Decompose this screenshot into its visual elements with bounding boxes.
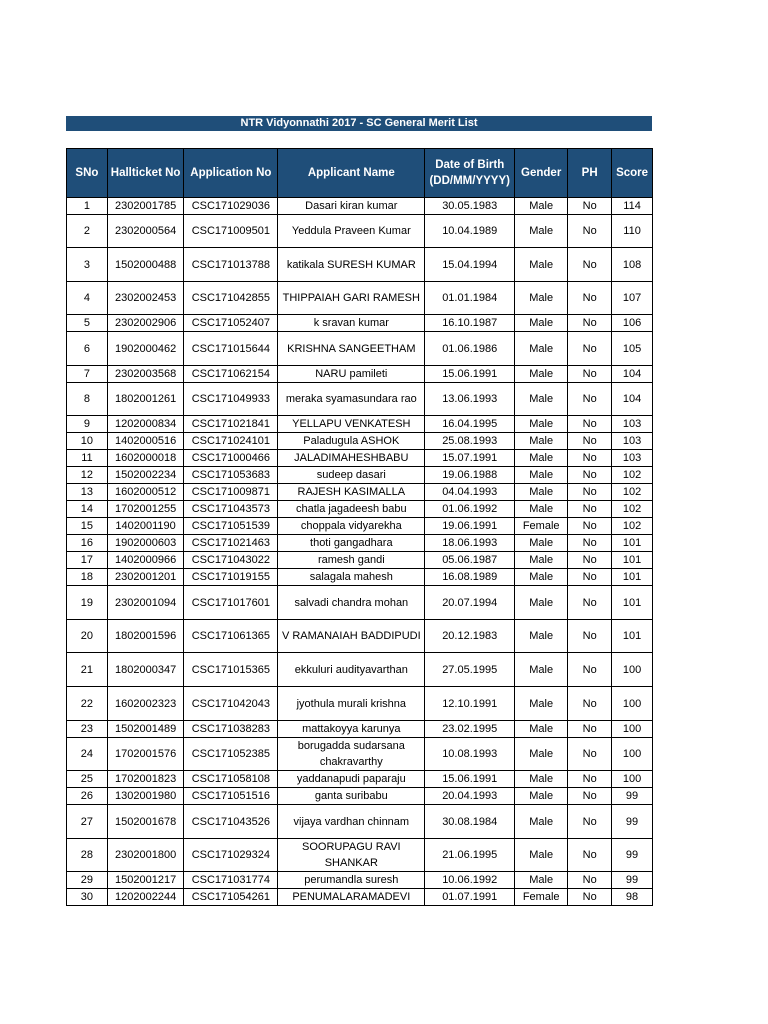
cell-score: 106 (612, 315, 653, 332)
cell-application: CSC171031774 (184, 872, 278, 889)
table-row (67, 282, 653, 315)
table-row (67, 467, 653, 484)
cell-name: vijaya vardhan chinnam (278, 805, 425, 839)
cell-ph: No (568, 484, 612, 501)
cell-ph: No (568, 586, 612, 620)
table-row (67, 198, 653, 215)
table-row (67, 416, 653, 433)
cell-application: CSC171052407 (184, 315, 278, 332)
table-row (67, 788, 653, 805)
cell-gender: Male (515, 653, 568, 687)
cell-gender: Male (515, 383, 568, 416)
cell-name: salagala mahesh (278, 569, 425, 586)
cell-sno: 17 (67, 552, 108, 569)
table-row (67, 805, 653, 839)
cell-hallticket: 1702001576 (107, 738, 184, 771)
cell-hallticket: 2302001800 (107, 839, 184, 872)
cell-sno: 3 (67, 248, 108, 282)
cell-hallticket: 1502001489 (107, 721, 184, 738)
cell-gender: Male (515, 248, 568, 282)
cell-score: 101 (612, 552, 653, 569)
cell-application: CSC171024101 (184, 433, 278, 450)
cell-dob: 20.07.1994 (425, 586, 515, 620)
cell-name: KRISHNA SANGEETHAM (278, 332, 425, 366)
cell-ph: No (568, 889, 612, 906)
cell-score: 101 (612, 535, 653, 552)
merit-list-table (66, 148, 653, 906)
cell-hallticket: 1502000488 (107, 248, 184, 282)
cell-name: yaddanapudi paparaju (278, 771, 425, 788)
cell-sno: 10 (67, 433, 108, 450)
cell-dob: 10.06.1992 (425, 872, 515, 889)
cell-application: CSC171061365 (184, 620, 278, 653)
cell-dob: 15.07.1991 (425, 450, 515, 467)
cell-application: CSC171052385 (184, 738, 278, 771)
cell-score: 104 (612, 366, 653, 383)
cell-name: V RAMANAIAH BADDIPUDI (278, 620, 425, 653)
cell-hallticket: 1402001190 (107, 518, 184, 535)
cell-sno: 19 (67, 586, 108, 620)
cell-name: mattakoyya karunya (278, 721, 425, 738)
header-hallticket: Hallticket No (107, 149, 184, 198)
cell-hallticket: 1902000462 (107, 332, 184, 366)
cell-score: 100 (612, 771, 653, 788)
cell-application: CSC171019155 (184, 569, 278, 586)
cell-hallticket: 1702001823 (107, 771, 184, 788)
cell-ph: No (568, 467, 612, 484)
cell-name: PENUMALARAMADEVI (278, 889, 425, 906)
cell-dob: 19.06.1988 (425, 467, 515, 484)
cell-name: Dasari kiran kumar (278, 198, 425, 215)
cell-gender: Male (515, 687, 568, 721)
cell-ph: No (568, 687, 612, 721)
cell-application: CSC171043526 (184, 805, 278, 839)
header-score: Score (612, 149, 653, 198)
cell-application: CSC171021463 (184, 535, 278, 552)
table-row (67, 332, 653, 366)
cell-application: CSC171058108 (184, 771, 278, 788)
cell-dob: 05.06.1987 (425, 552, 515, 569)
cell-dob: 04.04.1993 (425, 484, 515, 501)
cell-sno: 23 (67, 721, 108, 738)
cell-gender: Male (515, 620, 568, 653)
cell-gender: Male (515, 282, 568, 315)
cell-sno: 29 (67, 872, 108, 889)
cell-ph: No (568, 215, 612, 248)
cell-score: 98 (612, 889, 653, 906)
cell-ph: No (568, 501, 612, 518)
merit-list-title: NTR Vidyonnathi 2017 - SC General Merit List (66, 116, 652, 131)
cell-dob: 20.12.1983 (425, 620, 515, 653)
cell-application: CSC171000466 (184, 450, 278, 467)
cell-hallticket: 1202000834 (107, 416, 184, 433)
cell-name: salvadi chandra mohan (278, 586, 425, 620)
cell-application: CSC171043022 (184, 552, 278, 569)
cell-score: 101 (612, 620, 653, 653)
table-row (67, 383, 653, 416)
cell-hallticket: 1502002234 (107, 467, 184, 484)
cell-dob: 30.08.1984 (425, 805, 515, 839)
cell-gender: Male (515, 215, 568, 248)
cell-hallticket: 1202002244 (107, 889, 184, 906)
cell-name: Paladugula ASHOK (278, 433, 425, 450)
cell-application: CSC171043573 (184, 501, 278, 518)
table-row (67, 872, 653, 889)
cell-score: 100 (612, 721, 653, 738)
cell-application: CSC171054261 (184, 889, 278, 906)
cell-hallticket: 2302000564 (107, 215, 184, 248)
cell-name: ganta suribabu (278, 788, 425, 805)
cell-score: 104 (612, 383, 653, 416)
cell-application: CSC171009871 (184, 484, 278, 501)
cell-dob: 15.06.1991 (425, 366, 515, 383)
cell-ph: No (568, 872, 612, 889)
cell-gender: Female (515, 518, 568, 535)
table-row (67, 569, 653, 586)
cell-ph: No (568, 788, 612, 805)
table-row (67, 518, 653, 535)
cell-gender: Male (515, 872, 568, 889)
cell-sno: 25 (67, 771, 108, 788)
cell-gender: Male (515, 450, 568, 467)
cell-application: CSC171029324 (184, 839, 278, 872)
cell-application: CSC171038283 (184, 721, 278, 738)
cell-dob: 16.10.1987 (425, 315, 515, 332)
cell-dob: 20.04.1993 (425, 788, 515, 805)
cell-sno: 2 (67, 215, 108, 248)
cell-hallticket: 1602000018 (107, 450, 184, 467)
cell-score: 99 (612, 788, 653, 805)
cell-hallticket: 2302003568 (107, 366, 184, 383)
cell-ph: No (568, 721, 612, 738)
cell-gender: Male (515, 569, 568, 586)
cell-name: Yeddula Praveen Kumar (278, 215, 425, 248)
cell-score: 102 (612, 501, 653, 518)
cell-dob: 01.06.1992 (425, 501, 515, 518)
cell-dob: 01.07.1991 (425, 889, 515, 906)
cell-name: meraka syamasundara rao (278, 383, 425, 416)
header-sno: SNo (67, 149, 108, 198)
cell-sno: 6 (67, 332, 108, 366)
table-row (67, 738, 653, 771)
cell-ph: No (568, 198, 612, 215)
cell-score: 99 (612, 805, 653, 839)
cell-score: 101 (612, 569, 653, 586)
table-row (67, 366, 653, 383)
cell-hallticket: 1302001980 (107, 788, 184, 805)
cell-ph: No (568, 569, 612, 586)
cell-gender: Male (515, 552, 568, 569)
cell-dob: 30.05.1983 (425, 198, 515, 215)
table-row (67, 721, 653, 738)
cell-dob: 15.06.1991 (425, 771, 515, 788)
cell-ph: No (568, 416, 612, 433)
cell-gender: Male (515, 315, 568, 332)
cell-gender: Male (515, 738, 568, 771)
cell-ph: No (568, 839, 612, 872)
cell-dob: 15.04.1994 (425, 248, 515, 282)
cell-gender: Male (515, 535, 568, 552)
cell-gender: Male (515, 586, 568, 620)
cell-name: YELLAPU VENKATESH (278, 416, 425, 433)
cell-sno: 18 (67, 569, 108, 586)
cell-dob: 23.02.1995 (425, 721, 515, 738)
cell-hallticket: 1402000966 (107, 552, 184, 569)
cell-gender: Male (515, 839, 568, 872)
header-application: Application No (184, 149, 278, 198)
table-row (67, 484, 653, 501)
cell-sno: 5 (67, 315, 108, 332)
cell-sno: 12 (67, 467, 108, 484)
cell-sno: 30 (67, 889, 108, 906)
cell-ph: No (568, 383, 612, 416)
cell-dob: 19.06.1991 (425, 518, 515, 535)
cell-application: CSC171053683 (184, 467, 278, 484)
cell-application: CSC171051516 (184, 788, 278, 805)
cell-sno: 16 (67, 535, 108, 552)
cell-hallticket: 1402000516 (107, 433, 184, 450)
cell-name: choppala vidyarekha (278, 518, 425, 535)
table-row (67, 586, 653, 620)
header-row (67, 149, 653, 198)
cell-score: 107 (612, 282, 653, 315)
cell-score: 103 (612, 433, 653, 450)
cell-hallticket: 1802001596 (107, 620, 184, 653)
cell-ph: No (568, 771, 612, 788)
cell-sno: 14 (67, 501, 108, 518)
cell-name: JALADIMAHESHBABU (278, 450, 425, 467)
cell-gender: Male (515, 484, 568, 501)
cell-ph: No (568, 433, 612, 450)
cell-sno: 7 (67, 366, 108, 383)
cell-gender: Male (515, 721, 568, 738)
table-row (67, 771, 653, 788)
cell-hallticket: 1902000603 (107, 535, 184, 552)
cell-name: ekkuluri audityavarthan (278, 653, 425, 687)
cell-ph: No (568, 535, 612, 552)
cell-hallticket: 1602000512 (107, 484, 184, 501)
cell-dob: 16.04.1995 (425, 416, 515, 433)
cell-score: 100 (612, 687, 653, 721)
cell-hallticket: 2302001094 (107, 586, 184, 620)
cell-sno: 9 (67, 416, 108, 433)
cell-sno: 21 (67, 653, 108, 687)
cell-dob: 25.08.1993 (425, 433, 515, 450)
cell-dob: 21.06.1995 (425, 839, 515, 872)
cell-dob: 16.08.1989 (425, 569, 515, 586)
table-row (67, 889, 653, 906)
cell-hallticket: 1602002323 (107, 687, 184, 721)
cell-ph: No (568, 620, 612, 653)
cell-name: jyothula murali krishna (278, 687, 425, 721)
cell-application: CSC171015365 (184, 653, 278, 687)
cell-name: NARU pamileti (278, 366, 425, 383)
cell-dob: 01.06.1986 (425, 332, 515, 366)
cell-score: 114 (612, 198, 653, 215)
cell-sno: 13 (67, 484, 108, 501)
cell-score: 99 (612, 839, 653, 872)
table-row (67, 552, 653, 569)
cell-ph: No (568, 332, 612, 366)
cell-score: 103 (612, 450, 653, 467)
cell-score: 100 (612, 738, 653, 771)
table-body (67, 198, 653, 906)
table-row (67, 450, 653, 467)
cell-name: SOORUPAGU RAVI SHANKAR (278, 839, 425, 872)
cell-hallticket: 2302001785 (107, 198, 184, 215)
header-name: Applicant Name (278, 149, 425, 198)
cell-ph: No (568, 315, 612, 332)
cell-gender: Male (515, 332, 568, 366)
cell-application: CSC171017601 (184, 586, 278, 620)
cell-dob: 01.01.1984 (425, 282, 515, 315)
cell-name: chatla jagadeesh babu (278, 501, 425, 518)
cell-sno: 11 (67, 450, 108, 467)
cell-name: RAJESH KASIMALLA (278, 484, 425, 501)
cell-application: CSC171051539 (184, 518, 278, 535)
table-row (67, 315, 653, 332)
cell-application: CSC171049933 (184, 383, 278, 416)
cell-score: 102 (612, 484, 653, 501)
cell-score: 100 (612, 653, 653, 687)
cell-gender: Male (515, 501, 568, 518)
cell-hallticket: 1502001217 (107, 872, 184, 889)
cell-ph: No (568, 552, 612, 569)
cell-ph: No (568, 518, 612, 535)
cell-gender: Male (515, 366, 568, 383)
cell-score: 110 (612, 215, 653, 248)
cell-gender: Male (515, 805, 568, 839)
cell-name: borugadda sudarsana chakravarthy (278, 738, 425, 771)
header-ph: PH (568, 149, 612, 198)
cell-name: ramesh gandi (278, 552, 425, 569)
cell-hallticket: 2302002906 (107, 315, 184, 332)
cell-sno: 24 (67, 738, 108, 771)
cell-application: CSC171062154 (184, 366, 278, 383)
cell-sno: 26 (67, 788, 108, 805)
cell-name: thoti gangadhara (278, 535, 425, 552)
table-row (67, 248, 653, 282)
cell-ph: No (568, 653, 612, 687)
cell-dob: 13.06.1993 (425, 383, 515, 416)
cell-score: 99 (612, 872, 653, 889)
cell-sno: 8 (67, 383, 108, 416)
cell-gender: Male (515, 467, 568, 484)
cell-application: CSC171029036 (184, 198, 278, 215)
cell-score: 102 (612, 518, 653, 535)
cell-dob: 18.06.1993 (425, 535, 515, 552)
cell-dob: 27.05.1995 (425, 653, 515, 687)
cell-application: CSC171021841 (184, 416, 278, 433)
cell-score: 108 (612, 248, 653, 282)
header-dob: Date of Birth (DD/MM/YYYY) (425, 149, 515, 198)
cell-ph: No (568, 282, 612, 315)
cell-hallticket: 1802000347 (107, 653, 184, 687)
cell-sno: 15 (67, 518, 108, 535)
cell-dob: 10.08.1993 (425, 738, 515, 771)
cell-dob: 12.10.1991 (425, 687, 515, 721)
cell-ph: No (568, 366, 612, 383)
table-row (67, 653, 653, 687)
cell-ph: No (568, 805, 612, 839)
cell-name: perumandla suresh (278, 872, 425, 889)
cell-gender: Male (515, 788, 568, 805)
table-row (67, 687, 653, 721)
cell-application: CSC171015644 (184, 332, 278, 366)
cell-hallticket: 2302001201 (107, 569, 184, 586)
cell-sno: 22 (67, 687, 108, 721)
cell-hallticket: 1502001678 (107, 805, 184, 839)
cell-name: THIPPAIAH GARI RAMESH (278, 282, 425, 315)
cell-application: CSC171013788 (184, 248, 278, 282)
cell-gender: Female (515, 889, 568, 906)
cell-dob: 10.04.1989 (425, 215, 515, 248)
table-row (67, 433, 653, 450)
cell-hallticket: 1702001255 (107, 501, 184, 518)
cell-hallticket: 2302002453 (107, 282, 184, 315)
cell-ph: No (568, 738, 612, 771)
table-row (67, 501, 653, 518)
cell-score: 101 (612, 586, 653, 620)
cell-score: 105 (612, 332, 653, 366)
cell-hallticket: 1802001261 (107, 383, 184, 416)
cell-name: katikala SURESH KUMAR (278, 248, 425, 282)
cell-sno: 1 (67, 198, 108, 215)
cell-name: sudeep dasari (278, 467, 425, 484)
cell-sno: 4 (67, 282, 108, 315)
table-row (67, 620, 653, 653)
cell-ph: No (568, 450, 612, 467)
cell-score: 103 (612, 416, 653, 433)
header-gender: Gender (515, 149, 568, 198)
cell-application: CSC171009501 (184, 215, 278, 248)
cell-sno: 28 (67, 839, 108, 872)
cell-application: CSC171042855 (184, 282, 278, 315)
table-row (67, 839, 653, 872)
cell-ph: No (568, 248, 612, 282)
cell-gender: Male (515, 416, 568, 433)
cell-gender: Male (515, 198, 568, 215)
table-row (67, 215, 653, 248)
cell-sno: 27 (67, 805, 108, 839)
table-row (67, 535, 653, 552)
cell-application: CSC171042043 (184, 687, 278, 721)
cell-gender: Male (515, 771, 568, 788)
cell-gender: Male (515, 433, 568, 450)
cell-sno: 20 (67, 620, 108, 653)
cell-name: k sravan kumar (278, 315, 425, 332)
cell-score: 102 (612, 467, 653, 484)
